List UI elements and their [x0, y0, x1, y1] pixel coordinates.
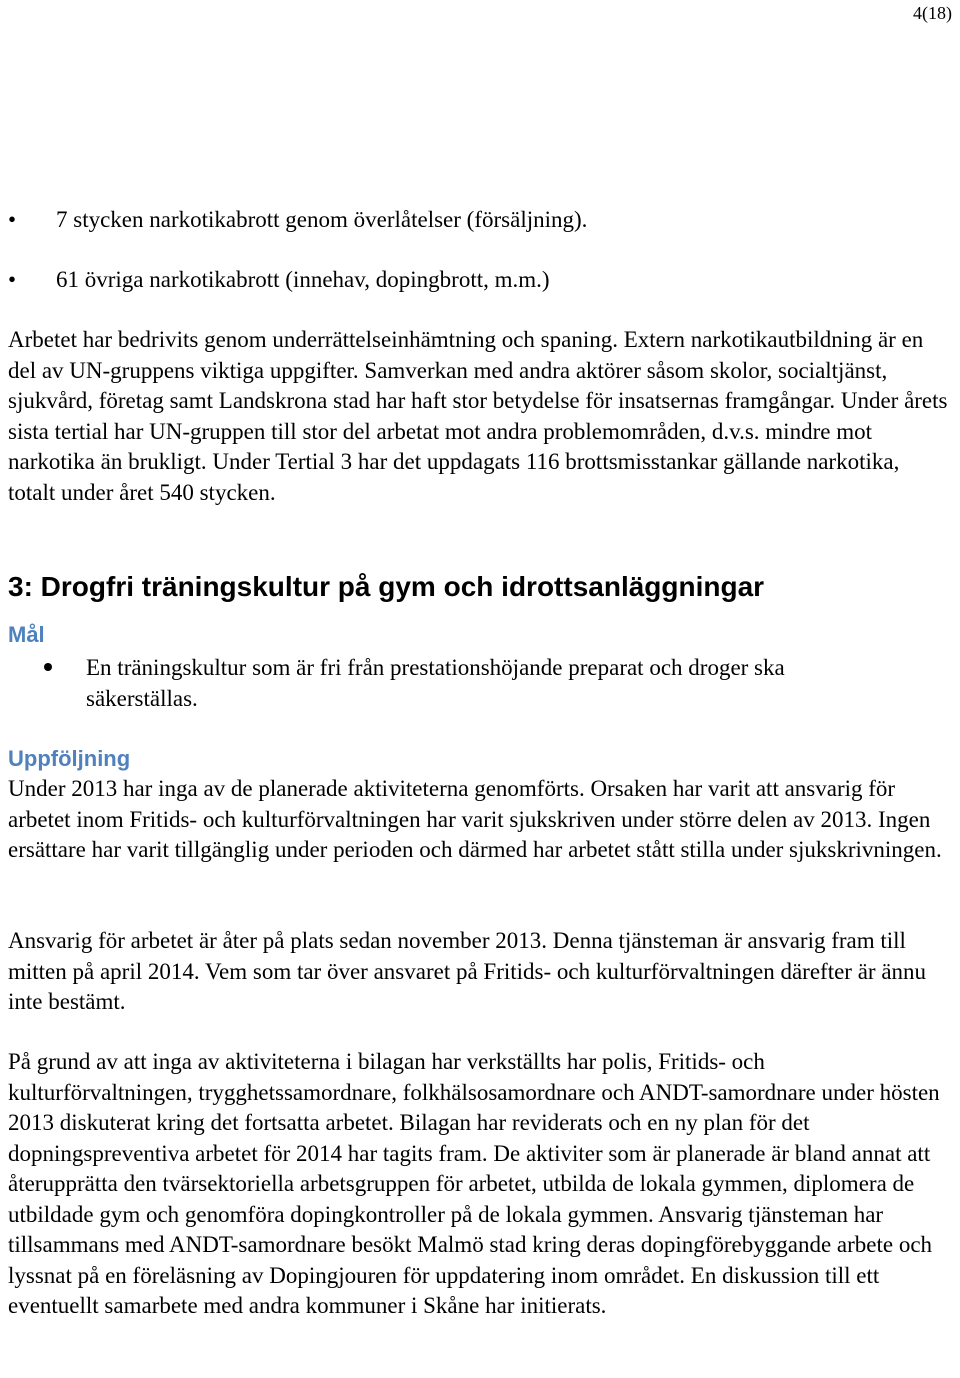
goal-heading: Mål	[8, 622, 45, 647]
bullet-marker	[44, 663, 52, 671]
page-number: 4(18)	[913, 3, 952, 23]
intro-paragraph: Arbetet har bedrivits genom underrättelseinhämtning och spaning. Extern narkotikautbildning är en del av UN-gruppens viktiga uppgifter. Samverkan med andra aktörer såsom skolor, socialtjänst, sjukvård, företag samt Landskrona stad har haft stor betydelse för insatsernas framgångar. Under årets sista tertial har UN-gruppen till stor del arbetat mot andra problemområden, d.v.s. mindre mot narkotika än brukligt. Under Tertial 3 har det uppdagats 116 brottsmisstankar gällande narkotika, totalt under året 540 stycken.	[8, 327, 948, 505]
followup-heading: Uppföljning	[8, 746, 131, 771]
list-item-text: 7 stycken narkotikabrott genom överlåtelser (försäljning).	[56, 207, 588, 232]
bullet-marker: •	[8, 267, 17, 292]
list-item	[8, 205, 948, 235]
offense-bullet-list	[8, 205, 948, 325]
plan-paragraph: På grund av att inga av aktiviteterna i bilagan har verkställts har polis, Fritids- och kulturförvaltningen, trygghetssamordnare, folkhälsosamordnare och ANDT-samordnare under hösten 2013 diskuterat kring det fortsatta arbetet. Bilagan har reviderats och en ny plan för det dopningspreventiva arbetet för 2014 har tagits fram. De aktiviter som är planerade är bland annat att återupprätta den tvärsektoriella arbetsgruppen för arbetet, utbilda de lokala gymmen, diplomera de utbildade gym och genomföra dopingkontroller på de lokala gymmen. Ansvarig tjänsteman har tillsammans med ANDT-samordnare besökt Malmö stad kring deras dopingförebyggande arbete och lyssnat på en föreläsning av Dopingjouren för uppdatering inom området. En diskussion till ett eventuellt samarbete med andra kommuner i Skåne har initierats.	[8, 1049, 940, 1318]
responsibility-paragraph: Ansvarig för arbetet är åter på plats sedan november 2013. Denna tjänsteman är ansvarig fram till mitten på april 2014. Vem som tar över ansvaret på Fritids- och kulturförvaltningen därefter är ännu inte bestämt.	[8, 928, 927, 1014]
bullet-marker: •	[8, 207, 17, 232]
followup-paragraph: Under 2013 har inga av de planerade aktiviteterna genomförts. Orsaken har varit att ansvarig för arbetet inom Fritids- och kulturförvaltningen har varit sjukskriven under större delen av 2013. Ingen ersättare har varit tillgänglig under perioden och därmed har arbetet stått stilla under sjukskrivningen.	[8, 776, 942, 862]
list-item-text: 61 övriga narkotikabrott (innehav, dopingbrott, m.m.)	[56, 267, 550, 292]
goal-item-text: En träningskultur som är fri från prestationshöjande preparat och droger ska säkerställas.	[86, 655, 785, 711]
list-item	[8, 265, 948, 295]
section-heading: 3: Drogfri träningskultur på gym och idrottsanläggningar	[8, 571, 765, 602]
